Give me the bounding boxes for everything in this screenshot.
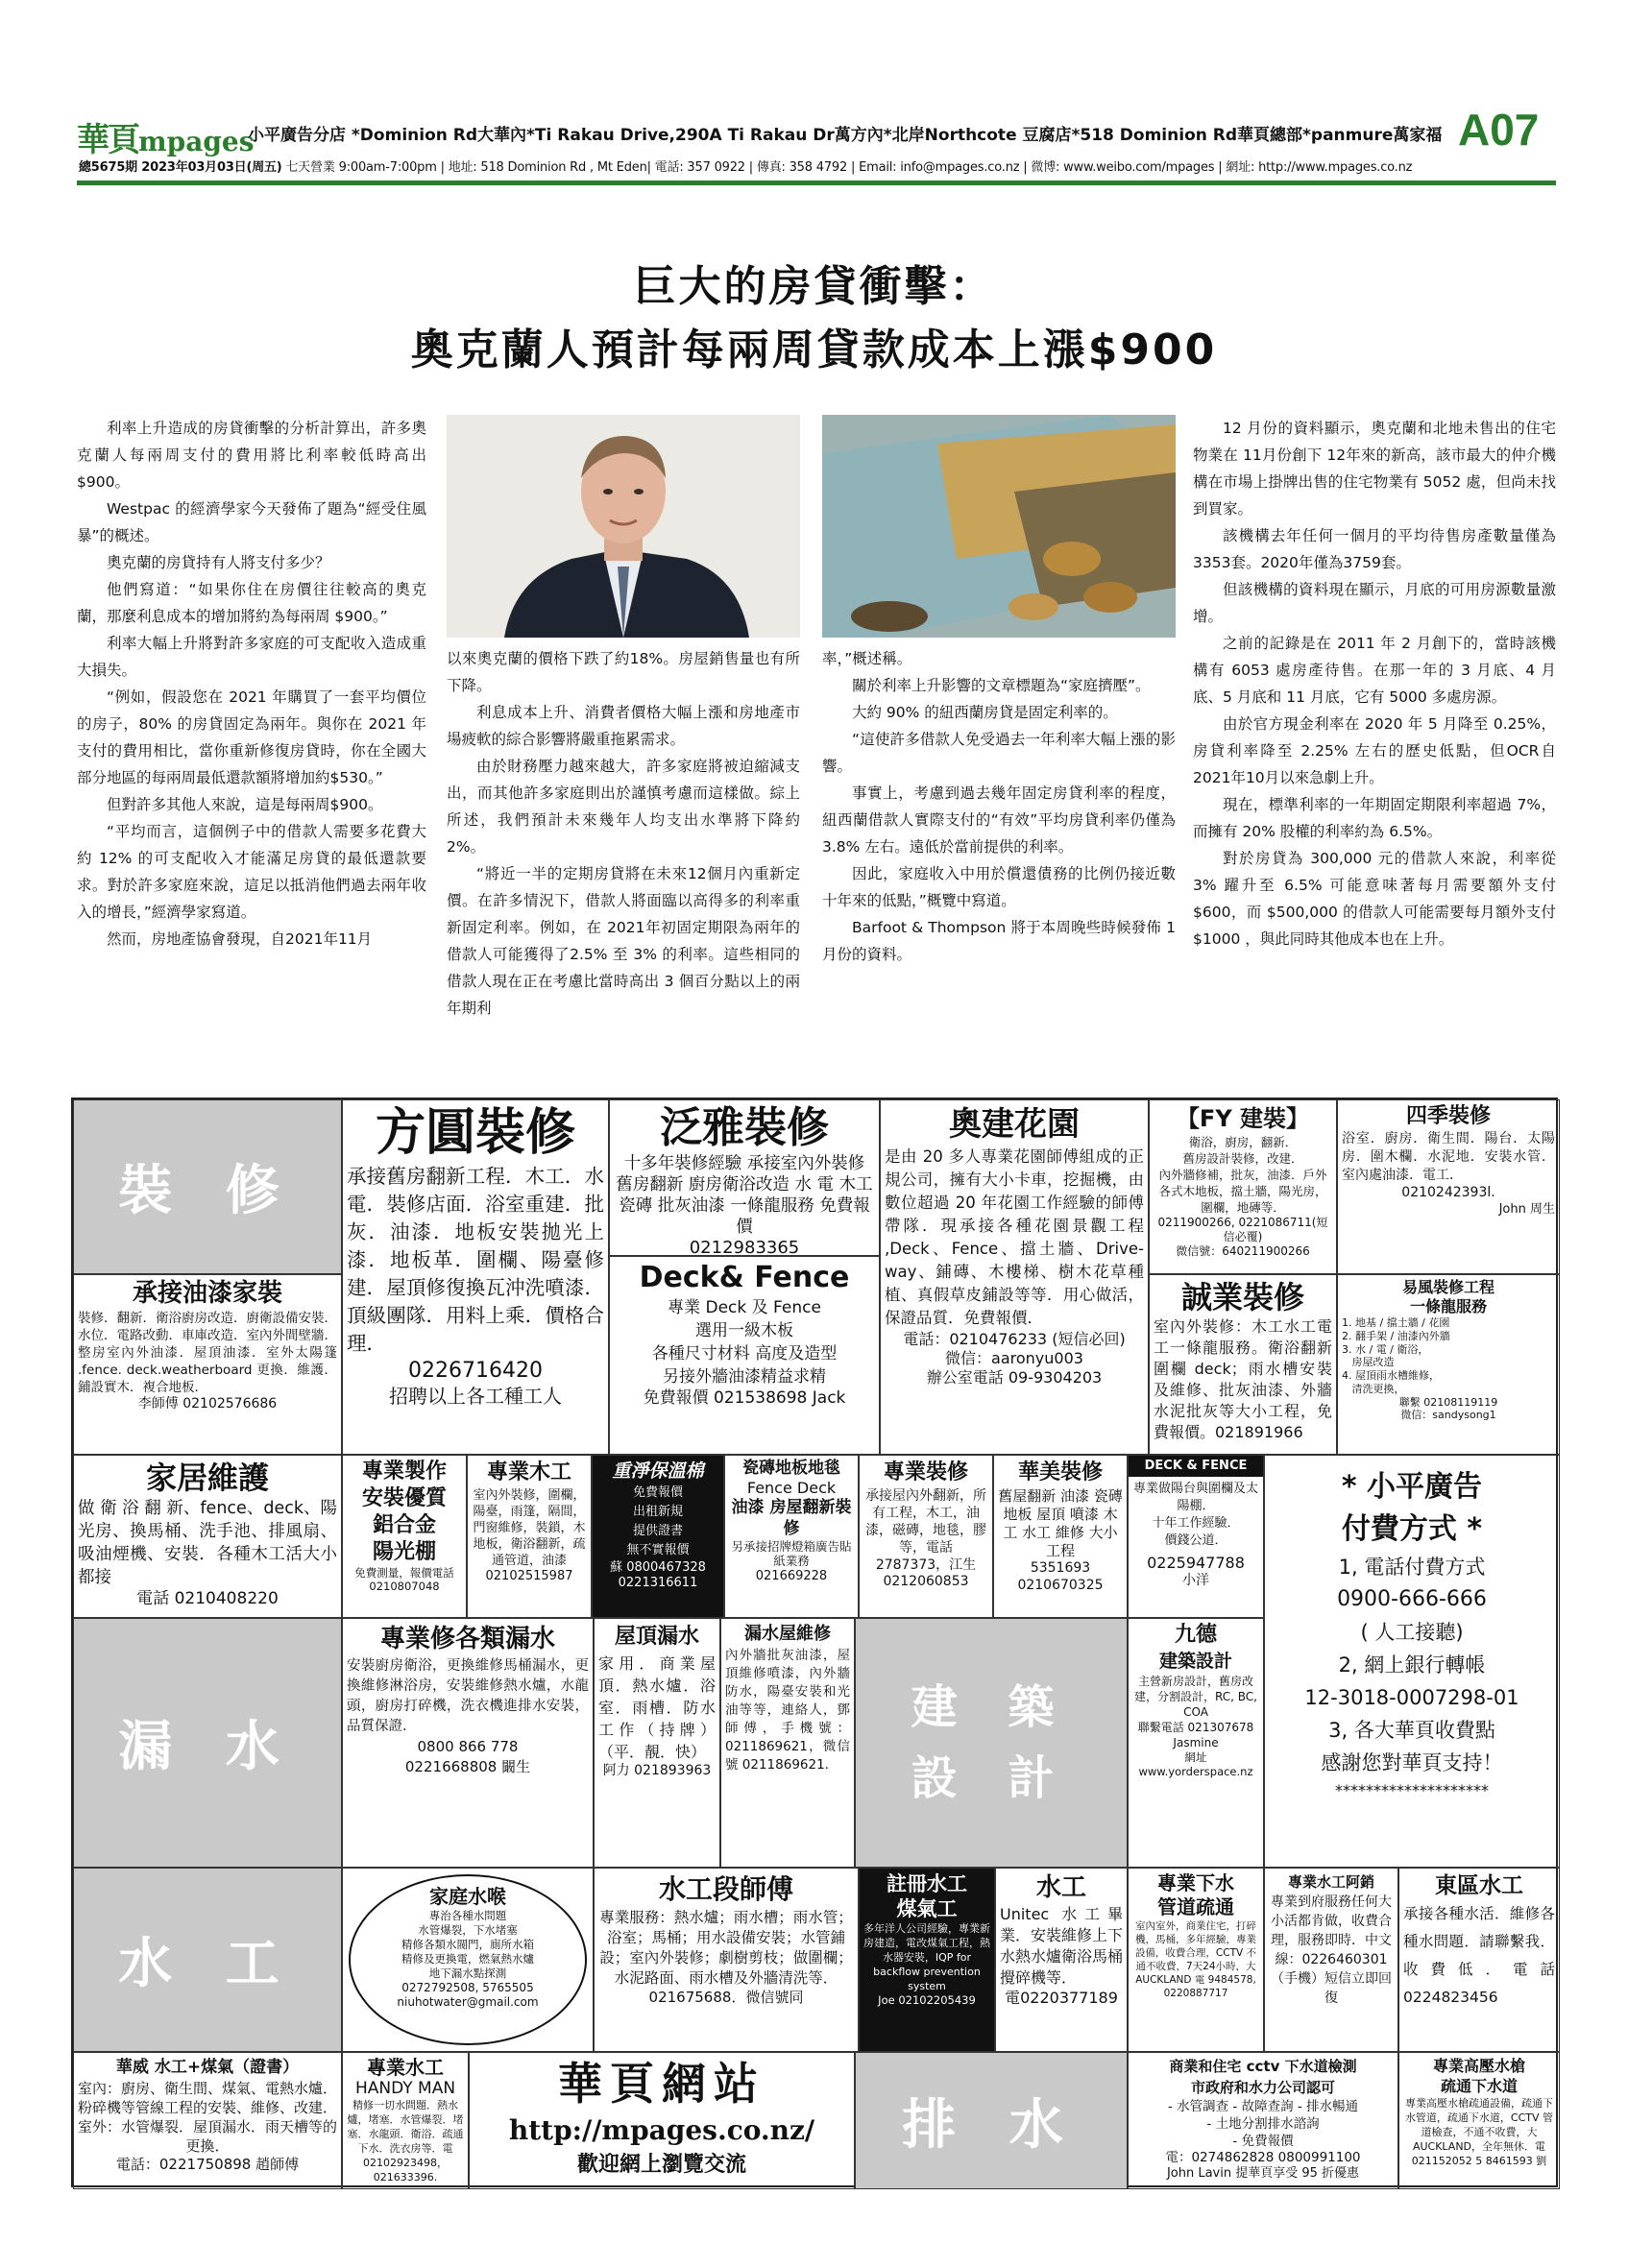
article-column-3 bbox=[822, 645, 1176, 991]
ad-title: 註冊水工 煤氣工 bbox=[887, 1872, 967, 1920]
ad-email: niuhotwater@gmail.com bbox=[397, 1995, 539, 2009]
paragraph: 然而，房地產協會發現，自2021年11月 bbox=[107, 930, 373, 948]
ad-subtitle: 建築設計 bbox=[1158, 1651, 1232, 1672]
portrait-image bbox=[447, 415, 800, 638]
page-number: A07 bbox=[1458, 105, 1540, 155]
ad-wuding-loushui[interactable] bbox=[594, 1618, 720, 1868]
paragraph: 利率上升造成的房貸衝擊的分析計算出，許多奧克蘭人每兩周支付的費用將比利率較低時高出 $900。 bbox=[77, 420, 426, 491]
ad-subtitle: 市政府和水力公司認可 bbox=[1190, 2079, 1335, 2096]
ad-body: 專業做陽台與圍欄及太陽棚． 十年工作經驗． 價錢公道． bbox=[1132, 1482, 1258, 1548]
ad-title: 東區水工 bbox=[1435, 1873, 1523, 1898]
thanks-line: 感謝您對華頁支持！ bbox=[1321, 1751, 1503, 1774]
ad-phone: Joe 02102205439 bbox=[878, 1993, 976, 2007]
logo-sub: mpages bbox=[138, 126, 255, 157]
service-item: 1. 地基 / 擋土牆 / 花園 bbox=[1342, 1316, 1450, 1329]
payment-line: 3, 各大華頁收費點 bbox=[1328, 1719, 1495, 1742]
ad-deck-fence[interactable] bbox=[609, 1256, 880, 1455]
banknotes-photo bbox=[822, 415, 1176, 638]
ad-huamei[interactable] bbox=[993, 1455, 1128, 1618]
ad-footer: 另承接招牌燈箱廣告貼紙業務 bbox=[731, 1538, 852, 1569]
ad-wechat: 微信：aaronyu003 bbox=[945, 1349, 1083, 1367]
ad-phone: 0210242393l. bbox=[1401, 1185, 1495, 1200]
ad-lvhejin[interactable] bbox=[342, 1455, 467, 1618]
ad-title: 水工段師傅 bbox=[658, 1873, 793, 1905]
ad-body: 內外牆批灰油漆，屋頂維修噴漆，內外牆防水，陽臺安裝和光油等等，連絡人，鄧師傅，手機號：0211869621，微信號 0211869621. bbox=[725, 1648, 850, 1773]
ad-zhuanye-louishui[interactable] bbox=[342, 1618, 594, 1868]
ad-shuigong-duan[interactable] bbox=[594, 1868, 859, 2052]
ad-title: 專業裝修 bbox=[883, 1460, 968, 1484]
ad-siji[interactable] bbox=[1337, 1099, 1560, 1274]
economist-portrait-photo bbox=[447, 415, 800, 638]
ad-fy[interactable] bbox=[1149, 1099, 1337, 1274]
article-column-2 bbox=[447, 645, 800, 1017]
paragraph: 由於財務壓力越來越大，許多家庭將被迫縮減支出，而其他許多家庭則出於謹慎考慮而這樣做。綜上所述，我們預計未來幾年人均支出水準將下降約 2%。 bbox=[447, 758, 800, 856]
bank-account: 12-3018-0007298-01 bbox=[1304, 1686, 1519, 1709]
paragraph: “平均而言，這個例子中的借款人需要多花費大約 12% 的可支配收入才能滿足房貸的最低還款要求。對於許多家庭來說，這足以抵消他們過去兩年收入的增長，”經濟學家寫道。 bbox=[77, 823, 426, 921]
ad-body: 免費報價 出租新規 提供證書 無不實報價 bbox=[626, 1485, 690, 1557]
divider-stars: ******************** bbox=[1335, 1781, 1489, 1799]
ad-fanya[interactable] bbox=[609, 1099, 880, 1256]
ad-phone: 免費測量，報價電話 0210807048 bbox=[354, 1566, 454, 1594]
paragraph: 但該機構的資料現在顯示，月底的可用房源數量激增。 bbox=[1193, 581, 1556, 625]
ad-title: 華頁網站 bbox=[558, 2058, 765, 2110]
ad-body: 裝修．翻新．衛浴廚房改造．廚衛設備安裝．水位．電路改動．車庫改造．室內外間壁牆．整房室內外油漆．屋頂油漆．室外太陽篷 .fence. deck.weatherboard 更換．維護．鋪設實木．複合地板． bbox=[78, 1310, 337, 1395]
ad-cizhuan[interactable] bbox=[724, 1455, 859, 1618]
ad-subtitle: HANDY MAN bbox=[354, 2079, 456, 2098]
ad-yiwei[interactable] bbox=[1337, 1274, 1560, 1455]
ad-body: 專業 Deck 及 Fence 選用一級木板 各種尺寸材料 高度及造型 另接外牆油漆精益求精 bbox=[651, 1298, 838, 1387]
ad-zhuce-shuigong[interactable] bbox=[859, 1868, 995, 2052]
ad-subtitle: Fence Deck bbox=[746, 1479, 837, 1498]
ad-body: 浴室．廚房．衛生間．陽台．太陽房．圍木欄．水泥地．安裝水管．室內處油漆．電工． bbox=[1342, 1131, 1555, 1183]
payment-phone: 0900-666-666 bbox=[1337, 1587, 1487, 1611]
ad-wechat: 微信號：640211900266 bbox=[1176, 1244, 1310, 1258]
ad-phone: 阿力 021893963 bbox=[602, 1763, 712, 1778]
ad-subtitle: 一條龍服務 bbox=[1409, 1297, 1487, 1315]
paragraph: 利率大幅上升將對許多家庭的可支配收入造成重大損失。 bbox=[77, 635, 426, 679]
ad-chengye[interactable] bbox=[1149, 1274, 1337, 1455]
paragraph: 對於房貸為 300,000 元的借款人來說，利率從 3% 躍升至 6.5% 可能意味著每月需要額外支付 $600，而 $500,000 的借款人可能需要每月額外支付 $1000 ，與此同時其他成本也在上升。 bbox=[1193, 850, 1556, 948]
ad-phone: 0212983365 bbox=[689, 1238, 800, 1258]
ad-phone: 0800 866 778 0221668808 闞生 bbox=[404, 1738, 531, 1775]
article-column-4 bbox=[1193, 415, 1556, 991]
paragraph: 大約 90% 的紐西蘭房貸是固定利率的。 bbox=[852, 704, 1118, 721]
service-item: 清洗更換， bbox=[1342, 1382, 1405, 1395]
paragraph: 關於利率上升影響的文章標題為“家庭擠壓”。 bbox=[852, 677, 1151, 694]
paragraph: 因此，家庭收入中用於償還債務的比例仍接近數十年來的低點，”概覽中寫道。 bbox=[822, 865, 1176, 909]
ad-body: 油漆 房屋翻新裝修 bbox=[731, 1498, 852, 1538]
ad-title: DECK & FENCE bbox=[1129, 1456, 1263, 1477]
paragraph: 由於官方現金利率在 2020 年 5 月降至 0.25%，房貸利率降至 2.25% 左右的歷史低點，但OCR自2021年10月以來急劇上升。 bbox=[1193, 715, 1556, 786]
payment-line: 1, 電話付費方式 bbox=[1338, 1556, 1486, 1579]
ad-body: 家用．商業屋頂．熱水爐．浴室．雨槽．防水工作（持牌）（平．靚．快） bbox=[598, 1654, 716, 1761]
paragraph: Westpac 的經濟學家今天發佈了題為“經受住風暴”的概述。 bbox=[77, 500, 426, 544]
ad-footer: 招聘以上各工種工人 bbox=[389, 1384, 562, 1408]
paragraph: 奧克蘭的房貸持有人將支付多少？ bbox=[107, 554, 330, 571]
ad-phone: 電話：0210476233 (短信必回) bbox=[903, 1330, 1126, 1348]
ad-title: 誠業裝修 bbox=[1180, 1279, 1304, 1315]
paragraph: 該機構去年任何一個月的平均待售房產數量僅為3353套。2020年僅為3759套。 bbox=[1193, 527, 1556, 571]
ad-body: 專治各種水問題 水管爆裂，下水堵塞 精修各類水閥門，廁所水箱 精修及更換電，燃氣熱水爐 地下漏水點探測 bbox=[401, 1909, 534, 1980]
ad-title: 四季裝修 bbox=[1405, 1104, 1491, 1128]
issue-date: 總5675期 2023年03月03日(周五) bbox=[79, 160, 282, 175]
ad-mpages-website[interactable] bbox=[469, 2052, 855, 2189]
ad-shuigong-axiao[interactable] bbox=[1264, 1868, 1398, 2052]
ad-body: 專業高壓水槍疏通設備，疏通下水管道，疏通下水道，CCTV 管道檢查，不通不收費，大 AUCKLAND，全年無休．電 021152052 5 8461593 劉 bbox=[1404, 2097, 1554, 2167]
ad-body: 專業到府服務任何大小活都肯做，收費合理，服務即時．中文線：0226460301（手機）短信立即回復 bbox=[1271, 1894, 1392, 2006]
paragraph: 現在，標準利率的一年期固定期限利率超過 7%，而擁有 20% 股權的利率約為 6.5%。 bbox=[1193, 796, 1556, 840]
category-architecture: 建 築 設 計 bbox=[855, 1618, 1128, 1868]
ad-phone: 電話：0221750898 趙師傅 bbox=[115, 2156, 300, 2173]
ad-body: 室內外裝修，圍欄，陽臺，雨篷，隔間，門窗維修，裝鎖，木地板，衛浴翻新，疏通管道，油漆 bbox=[473, 1488, 586, 1568]
paragraph: 但對許多其他人來說，這是每兩周$900。 bbox=[107, 796, 383, 813]
category-leak: 漏 水 bbox=[73, 1618, 342, 1868]
ad-body: 承接屋內外翻新，所有工程，木工，油漆，磁磚，地毯，膠等，電話 2787373，江生 bbox=[865, 1488, 986, 1573]
ad-unitec-shuigong[interactable] bbox=[995, 1868, 1128, 2052]
ad-title: 專業修各類漏水 bbox=[379, 1625, 555, 1653]
ad-website: 網址 www.yorderspace.nz bbox=[1138, 1750, 1253, 1778]
category-drain: 排 水 bbox=[855, 2052, 1128, 2189]
headline-line-1: 巨大的房貸衝擊： bbox=[633, 262, 995, 311]
ad-title: 屋頂漏水 bbox=[614, 1625, 699, 1649]
paragraph: Barfoot & Thompson 將于本周晚些時候發佈 1月份的資料。 bbox=[822, 919, 1176, 963]
ad-title: 家居維護 bbox=[145, 1460, 269, 1496]
ad-phone: 免費報價 021538698 Jack bbox=[643, 1388, 846, 1408]
ad-youqi[interactable] bbox=[73, 1274, 342, 1455]
mpages-logo[interactable] bbox=[77, 113, 255, 160]
ad-contact: John Lavin 提華頁享受 95 折優惠 bbox=[1166, 2165, 1360, 2181]
ad-phone: 0226716420 bbox=[408, 1359, 543, 1383]
branch-list: 小平廣告分店 *Dominion Rd大華內*Ti Rakau Drive,290A Ti Rakau Dr萬方內*北岸Northcote 豆腐店*518 Dominion Rd華頁總部*panmure萬家福 bbox=[248, 126, 1443, 145]
ad-body: 專業服務：熱水爐；雨水槽；雨水管；浴室；馬桶；用水設備安裝；水管鋪設；室內外裝修；劇樹剪枝；做圍欄；水泥路面、雨水槽及外牆清洗等． bbox=[599, 1909, 853, 1987]
ad-body: 衛浴，廚房，翻新． 舊房設計裝修，改建． 內外牆修補，批灰，油漆．戶外各式木地板，擋土牆，陽光房，圍欄，地磚等． bbox=[1158, 1135, 1327, 1215]
ad-oval-frame bbox=[349, 1874, 587, 2045]
ad-title: 專業水工阿銷 bbox=[1287, 1873, 1374, 1891]
ad-body: 主營新房設計，舊房改建，分割設計，RC, BC, COA 聯繫電話 021307678 Jasmine bbox=[1134, 1675, 1257, 1749]
ad-title: 家庭水喉 bbox=[429, 1885, 506, 1908]
ad-body: - 水管調查 - 故障查詢 - 排水暢通 - 土地分割排水諮詢 - 免費報價 bbox=[1167, 2099, 1359, 2149]
ad-body: 舊屋翻新 油漆 瓷磚 地板 屋頂 噴漆 木工 水工 維修 大小工程 bbox=[998, 1487, 1123, 1559]
ad-body: 承接舊房翻新工程．木工．水電．裝修店面．浴室重建．批灰．油漆．地板安裝拋光上漆．地板革．圍欄、陽臺修建．屋頂修復換瓦沖洗噴漆．頂級團隊．用料上乘．價格合理． bbox=[347, 1165, 604, 1355]
ad-jiude-design[interactable] bbox=[1128, 1618, 1264, 1868]
ad-phone: 0212060853 bbox=[883, 1574, 969, 1589]
payment-line: ( 人工接聽) bbox=[1360, 1621, 1464, 1644]
ad-footer: 歡迎網上瀏覽交流 bbox=[576, 2153, 746, 2177]
ad-phone: 02102515987 bbox=[485, 1569, 573, 1583]
ad-jiaju[interactable] bbox=[73, 1455, 342, 1618]
ad-phone: 聯繫 02108119119 bbox=[1398, 1395, 1498, 1409]
service-item: 2. 翻手架 / 油漆內外牆 bbox=[1342, 1329, 1450, 1342]
ad-title: 專業製作 安裝優質 鋁合金 陽光棚 bbox=[361, 1460, 447, 1564]
ad-chongjing[interactable] bbox=[592, 1455, 724, 1618]
ad-body: 室內外裝修：木工水工電工一條龍服務。衛浴翻新圍欄 deck；雨水槽安裝及維修、批灰油漆、外牆水泥批灰等大小工程，免費報價。021891966 bbox=[1154, 1317, 1332, 1441]
ad-title: 奧建花園 bbox=[949, 1105, 1080, 1144]
ad-phone: 電：0274862828 0800991100 bbox=[1165, 2150, 1361, 2165]
ad-body: 是由 20 多人專業花園師傅組成的正規公司，擁有大小卡車，挖掘機，由數位超過 20 年花園工作經驗的師傅帶隊．現承接各種花園景觀工程 ,Deck、Fence、擋土牆、Drive-way、鋪磚、木樓梯、樹木花草種植、真假草皮鋪設等等．用心做活，保證品質．免費報價． bbox=[885, 1147, 1144, 1327]
ad-fangyuan[interactable] bbox=[342, 1099, 609, 1455]
ad-gaoya-shuiqiang[interactable] bbox=[1398, 2052, 1560, 2189]
ad-body: Unitec 水工畢業．安裝維修上下水熱水爐衛浴馬桶攪碎機等． bbox=[1000, 1905, 1124, 1987]
ad-phone: 0225947788 bbox=[1147, 1554, 1245, 1572]
money-image bbox=[822, 415, 1176, 638]
ad-handy-man[interactable] bbox=[342, 2052, 469, 2189]
category-renovation: 裝 修 bbox=[73, 1099, 342, 1274]
ad-contact: 小洋 bbox=[1182, 1573, 1209, 1588]
ad-payment-methods bbox=[1264, 1455, 1560, 1868]
ad-jiating-shuihou[interactable] bbox=[342, 1868, 594, 2052]
ad-title: 專業下水 管道疏通 bbox=[1157, 1871, 1234, 1918]
ad-title: 華美裝修 bbox=[1017, 1460, 1103, 1484]
website-url[interactable]: http://mpages.co.nz/ bbox=[508, 2114, 815, 2146]
paragraph: “這使許多借款人免受過去一年利率大幅上漲的影響。 bbox=[822, 731, 1176, 775]
paragraph: 以來奧克蘭的價格下跌了約18%。房屋銷售量也有所下降。 bbox=[447, 650, 800, 694]
ad-title: 專業水工 bbox=[367, 2056, 444, 2079]
ad-huawei-shuigong[interactable] bbox=[73, 2052, 342, 2189]
ad-title: * 小平廣告 付費方式 * bbox=[1341, 1470, 1483, 1546]
service-item: 4. 屋頂雨水槽維修， bbox=[1342, 1369, 1440, 1382]
ad-body: 多年洋人公司經驗，專業新房建造，電改煤氣工程，熱水器安裝，IQP for backflow prevention system bbox=[863, 1922, 990, 1992]
ad-phone: 021675688．微信號同 bbox=[648, 1989, 804, 2006]
ad-xiashui-shutong[interactable] bbox=[1128, 1868, 1264, 2052]
ad-phone: 李師傅 02102576686 bbox=[137, 1395, 278, 1411]
paragraph: 之前的記錄是在 2011 年 2 月創下的，當時該機構有 6053 處房產待售。在那一年的 3 月底、4 月底、5 月底和 11 月底，它有 5000 多處房源。 bbox=[1193, 635, 1556, 706]
ad-title: 承接油漆家裝 bbox=[132, 1279, 282, 1308]
ad-phone: 5351693 0210670325 bbox=[1017, 1560, 1104, 1593]
ad-title: 【FY 建裝】 bbox=[1176, 1105, 1310, 1132]
paragraph: 率，”概述稱。 bbox=[822, 650, 912, 667]
paragraph: 利息成本上升、消費者價格大幅上漲和房地產市場疲軟的綜合影響將嚴重拖累需求。 bbox=[447, 704, 800, 748]
article-column-1 bbox=[77, 415, 426, 991]
ad-deck-fence-2[interactable] bbox=[1128, 1455, 1264, 1618]
ad-body: 室內室外，商業住宅，打碎機，馬桶，多年經驗，專業設備，收費合理，CCTV 不通不收費，7天24小時，大 AUCKLAND 電 9484578, 0220887717 bbox=[1134, 1920, 1257, 1999]
ad-contact: John 周生 bbox=[1498, 1201, 1555, 1217]
ad-body: 承接各種水活．維修各種水問題．請聯繫我．收費低．電話 0224823456 bbox=[1403, 1905, 1555, 2006]
ad-title: 漏水屋維修 bbox=[744, 1624, 831, 1644]
ad-dongqu-shuigong[interactable] bbox=[1398, 1868, 1560, 2052]
ad-louwu-weixiu[interactable] bbox=[720, 1618, 855, 1868]
ad-body: 做 衛 浴 翻 新、fence、deck、陽光房、換馬桶、洗手池、排風扇、吸油煙機、安裝．各種木工活大小都接 bbox=[78, 1499, 337, 1587]
ad-title: 瓷磚地板地毯 bbox=[742, 1459, 840, 1478]
ad-phone: 電0220377189 bbox=[1005, 1989, 1118, 2007]
ad-title: 水工 bbox=[1035, 1873, 1086, 1902]
ad-zhuanye-zhuangxiu[interactable] bbox=[859, 1455, 993, 1618]
paragraph: “例如，假設您在 2021 年購買了一套平均價位的房子，80% 的房貸固定為兩年。與你在 2021 年支付的費用相比，當你重新修復房貸時，你在全國大部分地區的每兩周最低還款額將增加約$530。” bbox=[77, 688, 426, 786]
ad-office-phone: 辦公室電話 09-9304203 bbox=[926, 1368, 1103, 1387]
ad-cctv-drain[interactable] bbox=[1128, 2052, 1398, 2189]
ad-title: 方圓裝修 bbox=[375, 1104, 575, 1162]
ad-title: 九德 bbox=[1174, 1623, 1217, 1647]
service-item: 3. 水 / 電 / 衛浴， bbox=[1342, 1342, 1429, 1356]
ad-body: 安裝廚房衛浴，更換維修馬桶漏水，更換維修淋浴房，安裝維修熱水爐，水龍頭，廚房打碎機，洗衣機進排水安裝，品質保證． bbox=[347, 1658, 589, 1734]
ad-phone: 蘇 0800467328 0221316611 bbox=[610, 1560, 706, 1591]
issue-info bbox=[79, 157, 1412, 175]
ad-title: 重淨保溫棉 bbox=[612, 1460, 704, 1482]
paragraph: 12 月份的資料顯示，奧克蘭和北地未售出的住宅物業在 11月份創下 12年來的新高，該市最大的仲介機構在市場上掛牌出售的住宅物業有 5052 處，但尚未找到買家。 bbox=[1193, 420, 1556, 518]
paragraph: 事實上，考慮到過去幾年固定房貸利率的程度，紐西蘭借款人實際支付的“有效”平均房貸利率仍僅為 3.8% 左右。遠低於當前提供的利率。 bbox=[822, 784, 1176, 856]
ad-phone: 電話 0210408220 bbox=[136, 1589, 279, 1608]
classified-ads-grid bbox=[71, 1098, 1558, 2187]
payment-line: 2, 網上銀行轉帳 bbox=[1338, 1653, 1486, 1677]
ad-phone: 0211900266, 0221086711(短信必覆) bbox=[1157, 1216, 1328, 1243]
ad-body: 室內：廚房、衛生間、煤氣、電熱水爐．粉碎機等管線工程的安裝、維修、改建． 室外：水管爆裂．屋頂漏水．雨天槽等的更換． bbox=[78, 2080, 338, 2155]
ad-title: 華威 水工+煤氣（證書） bbox=[115, 2058, 300, 2077]
service-item: 房屋改造 bbox=[1342, 1356, 1395, 1369]
ad-phone: 021669228 bbox=[755, 1569, 828, 1583]
header-rule bbox=[77, 181, 1556, 185]
contact-info: 七天營業 9:00am-7:00pm | 地址: 518 Dominion Rd , Mt Eden| 電話: 357 0922 | 傳真: 358 4792 | Email: info@mpages.co.nz | 微博: www.weibo.com/mpages | 網址: http://www.mpages.co.nz bbox=[285, 160, 1413, 175]
paragraph: 他們寫道：“如果你住在房價往往較高的奧克蘭，那麼利息成本的增加將約為每兩周 $900。” bbox=[77, 581, 426, 625]
ad-body: 精修一切水問題．熱水爐，堵塞．水管爆裂．堵塞．水龍頭．衛浴．疏通下水．洗衣房等．電 02102923498，021633396. bbox=[347, 2099, 464, 2184]
ad-wechat: 微信：sandysong1 bbox=[1400, 1409, 1496, 1422]
ad-aojian-garden[interactable] bbox=[880, 1099, 1149, 1455]
logo-text: 華頁 bbox=[77, 121, 138, 159]
ad-title: 商業和住宅 cctv 下水道檢測 bbox=[1169, 2058, 1357, 2075]
ad-body: 十多年裝修經驗 承接室內外裝修 舊房翻新 廚房衛浴改造 水 電 木工 瓷磚 批灰油漆 一條龍服務 免費報價 bbox=[616, 1154, 873, 1237]
ad-title: Deck& Fence bbox=[639, 1261, 850, 1294]
category-plumbing: 水 工 bbox=[73, 1868, 342, 2052]
ad-zhuanye-mugong[interactable] bbox=[467, 1455, 592, 1618]
ad-phone: 0272792508, 5765505 bbox=[401, 1981, 534, 1994]
ad-title: 專業木工 bbox=[486, 1460, 571, 1484]
ad-title: 泛雅裝修 bbox=[660, 1103, 829, 1152]
ad-title: 易風裝修工程 bbox=[1401, 1278, 1494, 1296]
headline-line-2: 奧克蘭人預計每兩周貸款成本上漲$900 bbox=[410, 326, 1218, 374]
paragraph: “將近一半的定期房貸將在未來12個月內重新定價。在許多情況下，借款人將面臨以高得多的利率重新固定利率。例如，在 2021年初固定期限為兩年的借款人可能獲得了2.5% 至 3% 的利率。這些相同的借款人現在正在考慮比當時高出 3 個百分點以上的兩年期利 bbox=[447, 865, 800, 1017]
ad-title: 專業高壓水槍 疏通下水道 bbox=[1432, 2057, 1525, 2095]
